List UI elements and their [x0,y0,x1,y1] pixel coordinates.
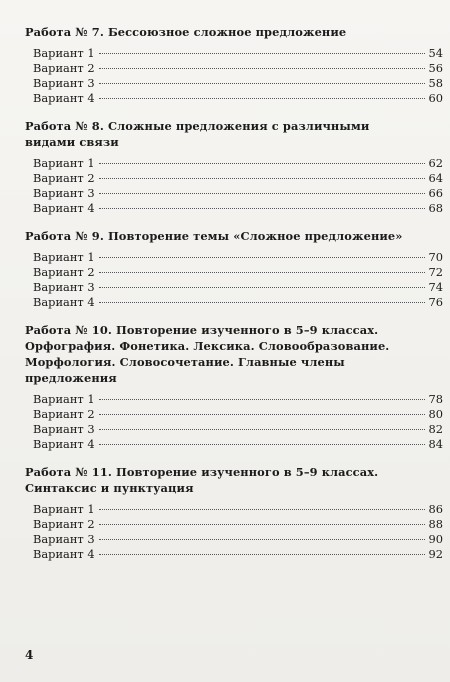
entry-list [33,502,443,562]
entry-page-number: 84 [428,437,443,451]
dot-leader [99,429,425,430]
toc-entry [33,171,443,186]
toc-entry [33,517,443,532]
entry-label: Вариант 1 [33,156,95,170]
entry-page-number: 68 [428,201,443,215]
toc-entry [33,295,443,310]
toc-section-11 [25,464,443,562]
dot-leader [99,257,425,258]
entry-list [33,250,443,310]
entry-page-number: 56 [428,61,443,75]
dot-leader [99,539,425,540]
entry-page-number: 66 [428,186,443,200]
entry-page-number: 60 [428,91,443,105]
toc-entry [33,547,443,562]
toc-entry [33,91,443,106]
entry-label: Вариант 1 [33,46,95,60]
dot-leader [99,208,425,209]
entry-label: Вариант 4 [33,201,95,215]
entry-label: Вариант 2 [33,407,95,421]
page-number: 4 [25,648,34,662]
toc-entry [33,265,443,280]
toc-section-8 [25,118,443,216]
entry-label: Вариант 1 [33,250,95,264]
toc-entry [33,392,443,407]
entry-page-number: 72 [428,265,443,279]
dot-leader [99,98,425,99]
entry-page-number: 78 [428,392,443,406]
section-title: Работа № 11. Повторение изученного в 5–9 классах. Синтаксис и пунктуация [25,465,379,495]
dot-leader [99,509,425,510]
toc-entry [33,502,443,517]
entry-page-number: 90 [428,532,443,546]
entry-label: Вариант 2 [33,517,95,531]
toc-entry [33,201,443,216]
entry-page-number: 74 [428,280,443,294]
table-of-contents [25,24,443,574]
entry-label: Вариант 2 [33,265,95,279]
dot-leader [99,178,425,179]
dot-leader [99,68,425,69]
entry-label: Вариант 3 [33,186,95,200]
toc-entry [33,46,443,61]
toc-entry [33,186,443,201]
toc-entry [33,437,443,452]
toc-entry [33,61,443,76]
entry-page-number: 82 [428,422,443,436]
entry-page-number: 62 [428,156,443,170]
entry-page-number: 76 [428,295,443,309]
dot-leader [99,287,425,288]
section-title: Работа № 9. Повторение темы «Сложное предложение» [25,229,403,243]
entry-list [33,156,443,216]
entry-label: Вариант 1 [33,392,95,406]
toc-entry [33,250,443,265]
entry-label: Вариант 4 [33,91,95,105]
toc-entry [33,156,443,171]
dot-leader [99,193,425,194]
dot-leader [99,554,425,555]
entry-page-number: 86 [428,502,443,516]
section-title: Работа № 10. Повторение изученного в 5–9 классах. Орфография. Фонетика. Лексика. Словообразование. Морфология. Словосочетание. Главные члены предложения [25,323,390,385]
toc-entry [33,532,443,547]
entry-page-number: 88 [428,517,443,531]
entry-page-number: 92 [428,547,443,561]
toc-section-9 [25,228,443,310]
entry-page-number: 58 [428,76,443,90]
dot-leader [99,272,425,273]
section-title: Работа № 7. Бессоюзное сложное предложение [25,25,347,39]
entry-page-number: 64 [428,171,443,185]
entry-label: Вариант 2 [33,61,95,75]
dot-leader [99,399,425,400]
entry-label: Вариант 1 [33,502,95,516]
toc-section-7 [25,24,443,106]
entry-list [33,46,443,106]
entry-list [33,392,443,452]
entry-label: Вариант 2 [33,171,95,185]
dot-leader [99,444,425,445]
toc-entry [33,76,443,91]
section-title: Работа № 8. Сложные предложения с различными видами связи [25,119,370,149]
toc-entry [33,407,443,422]
dot-leader [99,83,425,84]
entry-label: Вариант 4 [33,547,95,561]
toc-entry [33,280,443,295]
entry-label: Вариант 3 [33,280,95,294]
dot-leader [99,414,425,415]
entry-page-number: 54 [428,46,443,60]
toc-entry [33,422,443,437]
entry-label: Вариант 4 [33,437,95,451]
entry-label: Вариант 3 [33,532,95,546]
entry-page-number: 80 [428,407,443,421]
dot-leader [99,163,425,164]
toc-section-10 [25,322,443,452]
dot-leader [99,302,425,303]
entry-label: Вариант 3 [33,76,95,90]
entry-label: Вариант 3 [33,422,95,436]
dot-leader [99,53,425,54]
dot-leader [99,524,425,525]
entry-page-number: 70 [428,250,443,264]
entry-label: Вариант 4 [33,295,95,309]
